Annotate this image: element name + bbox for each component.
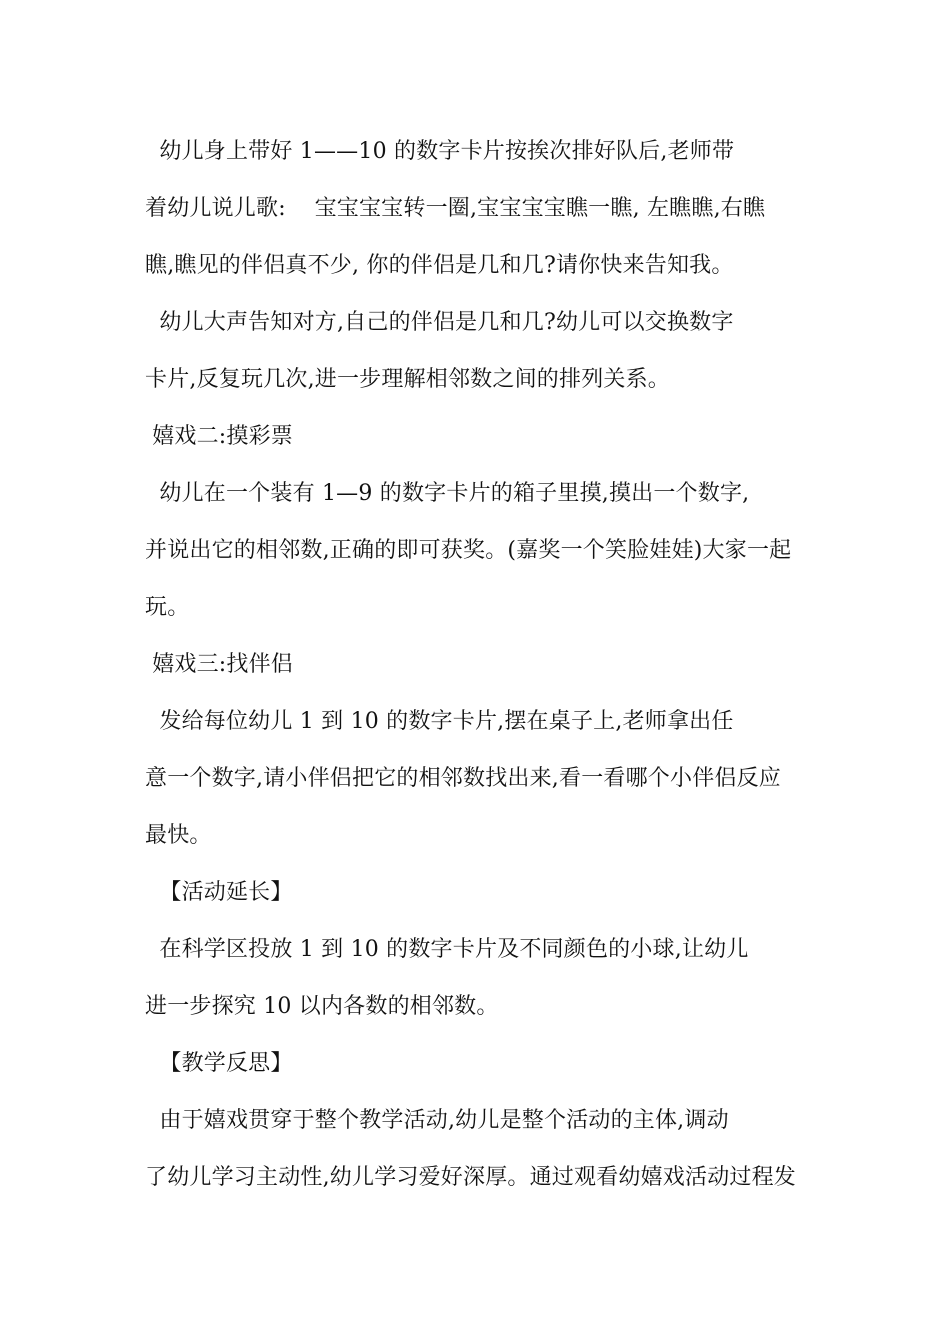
paragraph-line: 发给每位幼儿 1 到 10 的数字卡片,摆在桌子上,老师拿出任 bbox=[145, 709, 734, 734]
paragraph-line: 幼儿大声告知对方,自己的伴侣是几和几?幼儿可以交换数字 bbox=[145, 310, 734, 335]
section-heading: 嬉戏三:找伴侣 bbox=[145, 652, 294, 677]
section-heading: 【活动延长】 bbox=[145, 880, 293, 905]
paragraph-line: 在科学区投放 1 到 10 的数字卡片及不同颜色的小球,让幼儿 bbox=[145, 937, 749, 962]
section-heading: 嬉戏二:摸彩票 bbox=[145, 424, 294, 449]
paragraph-line: 了幼儿学习主动性,幼儿学习爱好深厚。通过观看幼嬉戏活动过程发 bbox=[145, 1165, 796, 1190]
paragraph-line: 玩。 bbox=[145, 595, 190, 620]
paragraph-line: 由于嬉戏贯穿于整个教学活动,幼儿是整个活动的主体,调动 bbox=[145, 1108, 729, 1133]
paragraph-line: 卡片,反复玩几次,进一步理解相邻数之间的排列关系。 bbox=[145, 367, 670, 392]
paragraph-line: 最快。 bbox=[145, 823, 212, 848]
paragraph-line: 着幼儿说儿歌: 宝宝宝宝转一圈,宝宝宝宝瞧一瞧, 左瞧瞧,右瞧 bbox=[145, 196, 766, 221]
paragraph-line: 幼儿身上带好 1——10 的数字卡片按挨次排好队后,老师带 bbox=[145, 139, 735, 164]
paragraph-line: 意一个数字,请小伴侣把它的相邻数找出来,看一看哪个小伴侣反应 bbox=[145, 766, 781, 791]
paragraph-line: 并说出它的相邻数,正确的即可获奖。(嘉奖一个笑脸娃娃)大家一起 bbox=[145, 538, 792, 563]
paragraph-line: 进一步探究 10 以内各数的相邻数。 bbox=[145, 994, 499, 1019]
paragraph-line: 瞧,瞧见的伴侣真不少, 你的伴侣是几和几?请你快来告知我。 bbox=[145, 253, 734, 278]
paragraph-line: 幼儿在一个装有 1—9 的数字卡片的箱子里摸,摸出一个数字, bbox=[145, 481, 750, 506]
section-heading: 【教学反思】 bbox=[145, 1051, 293, 1076]
